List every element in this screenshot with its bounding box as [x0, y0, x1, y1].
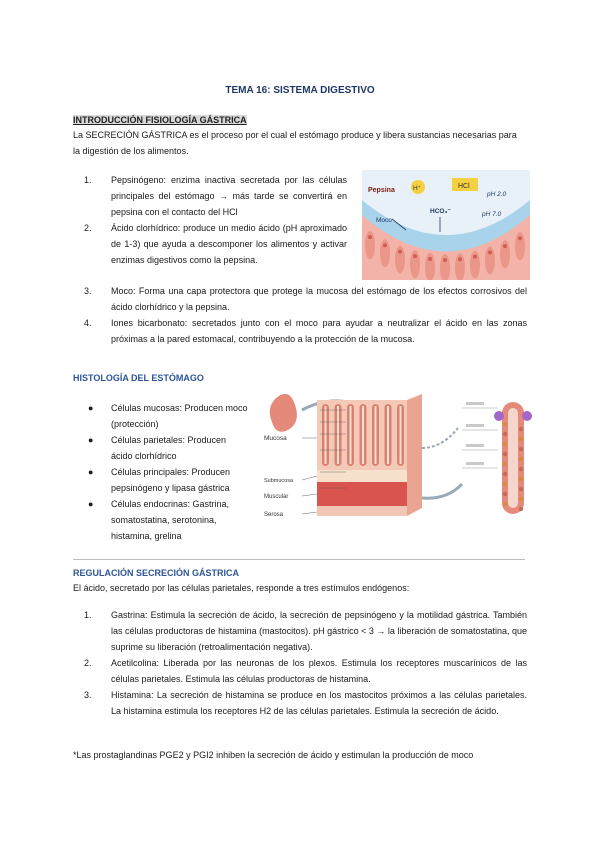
list-item: ● Células mucosas: Producen moco (protección) — [88, 403, 248, 429]
footnote: *Las prostaglandinas PGE2 y PGI2 inhiben la secreción de ácido y estimulan la producción de moco — [73, 750, 474, 760]
cell-dot — [458, 257, 462, 261]
list-item: 2. Ácido clorhídrico: produce un medio ácido (pH aproximado de 1-3) que ayuda a descomponer los alimentos y activar enzimas digestivos como la pepsina. — [84, 223, 347, 265]
annotation-placeholder — [466, 424, 484, 427]
cell-dot — [368, 235, 372, 239]
pit-cell — [519, 507, 523, 511]
list-item-text: Células mucosas: Producen moco (protección) — [111, 403, 248, 429]
list-item: ● Células principales: Producen pepsinógeno y lipasa gástrica — [88, 467, 231, 493]
pit-cell — [503, 472, 507, 476]
gland-lumen — [350, 406, 352, 464]
cell-dot — [398, 250, 402, 254]
list-item: 3. Moco: Forma una capa protectora que protege la mucosa del estómago de los efectos corrosivos del ácido clorhídrico y la pepsina. — [84, 286, 527, 312]
list-item: 1. Gastrina: Estimula la secreción de ácido, la secreción de pepsinógeno y la motilidad gástrica. También las células productoras de histamina (mastocitos). pH gástrico < 3 → la liberación de somatostatina, que suprime su liberación (retroalimentación negativa). — [84, 610, 527, 652]
list-item: ● Células endocrinas: Gastrina, somatostatina, serotonina, histamina, grelina — [88, 499, 230, 541]
regulation-list — [84, 607, 527, 719]
gland-lumen — [400, 406, 402, 464]
list-item: 4. Iones bicarbonato: secretados junto con el moco para ayudar a neutralizar el ácido en las zonas próximas a la pared estomacal, contribuyendo a la protección de la mucosa. — [84, 318, 527, 344]
annotation-placeholder — [466, 402, 484, 405]
pit-cell — [503, 452, 507, 456]
hco3-label: HCO₃⁻ — [430, 208, 451, 215]
pit-cell — [503, 502, 507, 506]
intro-list — [84, 172, 347, 268]
list-item-text: Iones bicarbonato: secretados junto con el moco para ayudar a neutralizar el ácido en las zonas próximas a la pared estomacal, contribuyendo a la protección de la mucosa. — [111, 318, 527, 344]
pit-cell — [519, 477, 523, 481]
ph2-label: pH 2.0 — [487, 191, 507, 198]
list-item-text: Células endocrinas: Gastrina, somatostatina, serotonina, histamina, grelina — [111, 499, 230, 541]
pit-cell — [519, 467, 523, 471]
cell-dot — [503, 244, 507, 248]
mucous-cell-icon — [522, 411, 532, 421]
intro-heading: INTRODUCCIÓN FISIOLOGÍA GÁSTRICA — [73, 115, 247, 125]
pit-cell — [503, 482, 507, 486]
list-item: 3. Histamina: La secreción de histamina se produce en los mastocitos próximos a las células parietales. La histamina estimula los receptores H2 de las células parietales. Estimula la secreción de ácido. — [84, 690, 527, 716]
list-item-text: Acetilcolina: Liberada por las neuronas de los plexos. Estimula los receptores muscarínicos de las células parietales. Estimula las células productoras de histamina. — [111, 658, 527, 684]
histology-heading: HISTOLOGÍA DEL ESTÓMAGO — [73, 373, 204, 383]
pit-cell — [503, 422, 507, 426]
list-item-text: Ácido clorhídrico: produce un medio ácido (pH aproximado de 1-3) que ayuda a descomponer los alimentos y activar enzimas digestivos como la pepsina. — [111, 223, 347, 265]
list-item-text: Pepsinógeno: enzima inactiva secretada por las células principales del estómago → más tarde se convertirá en pepsina con el contacto del HCl — [111, 175, 347, 217]
stomach-icon — [270, 394, 297, 432]
intro-list-continued — [84, 283, 527, 347]
gland-lumen — [387, 406, 389, 464]
cell-dot — [488, 250, 492, 254]
gastric-mucosa-figure — [362, 170, 530, 280]
layer-label-mucosa: Mucosa — [264, 435, 287, 442]
pit-cell — [503, 442, 507, 446]
list-item-text: Células parietales: Producen ácido clorhídrico — [111, 435, 227, 461]
section-divider — [73, 559, 525, 560]
list-item: 1. Pepsinógeno: enzima inactiva secretada por las células principales del estómago → más tarde se convertirá en pepsina con el contacto del HCl — [84, 175, 347, 217]
muscular-band — [317, 482, 407, 506]
gland-lumen — [362, 406, 364, 464]
pit-cell — [519, 447, 523, 451]
list-item-text: Histamina: La secreción de histamina se produce en los mastocitos próximos a las células parietales. La histamina estimula los receptores H2 de las células parietales. Estimula la secreción de ácido. — [111, 690, 527, 716]
annotation-placeholder — [466, 444, 484, 447]
gland-lumen — [337, 406, 339, 464]
ph7-label: pH 7.0 — [482, 211, 502, 218]
zoom-arrow-icon — [422, 484, 462, 498]
layer-label-muscular: Muscular — [264, 494, 289, 500]
label-leader — [302, 476, 317, 480]
gland-lumen — [325, 406, 327, 464]
wall-side — [407, 394, 422, 516]
label-leader — [302, 494, 317, 496]
cell-dot — [383, 243, 387, 247]
pit-cell — [503, 462, 507, 466]
pit-cell — [503, 432, 507, 436]
stomach-histology-figure — [262, 388, 534, 523]
pit-cell — [519, 487, 523, 491]
pit-cell — [519, 497, 523, 501]
zoom-line — [422, 428, 458, 448]
pit-cell — [519, 427, 523, 431]
list-item-text: Gastrina: Estimula la secreción de ácido, la secreción de pepsinógeno y la motilidad gástrica. También las células productoras de histamina (mastocitos). pH gástrico < 3 → la liberación de somatostatina, que suprime su liberación (retroalimentación negativa). — [111, 610, 527, 652]
submucosa-band — [317, 470, 407, 482]
list-item: 2. Acetilcolina: Liberada por las neuronas de los plexos. Estimula los receptores muscarínicos de las células parietales. Estimula las células productoras de histamina. — [84, 658, 527, 684]
pit-cell — [503, 492, 507, 496]
h-ion-label: H⁺ — [413, 185, 422, 192]
mucus-label: Moco — [376, 217, 392, 224]
list-item-text: Moco: Forma una capa protectora que protege la mucosa del estómago de los efectos corrosivos del ácido clorhídrico y la pepsina. — [111, 286, 527, 312]
serosa-band — [317, 506, 407, 516]
label-leader — [302, 512, 317, 514]
cell-dot — [428, 257, 432, 261]
hcl-label: HCl — [458, 183, 470, 190]
list-item-text: Células principales: Producen pepsinógeno y lipasa gástrica — [111, 467, 231, 493]
pepsin-label: Pepsina — [368, 187, 395, 194]
pit-lumen — [508, 408, 518, 508]
cell-dot — [518, 236, 522, 240]
page-title: TEMA 16: SISTEMA DIGESTIVO — [225, 85, 375, 96]
layer-label-submucosa: Submucosa — [264, 478, 294, 484]
cell-dot — [413, 254, 417, 258]
histology-list — [84, 400, 249, 544]
mucous-cell-icon — [494, 411, 504, 421]
intro-paragraph: La SECRECIÓN GÁSTRICA es el proceso por el cual el estómago produce y libera sustancias necesarias para la digestión de los alimentos. — [73, 130, 517, 156]
pit-cell — [519, 437, 523, 441]
list-item: ● Células parietales: Producen ácido clorhídrico — [88, 435, 227, 461]
gland-lumen — [375, 406, 377, 464]
layer-label-serosa: Serosa — [264, 512, 284, 518]
cell-dot — [443, 258, 447, 262]
regulation-heading: REGULACIÓN SECRECIÓN GÁSTRICA — [73, 568, 240, 578]
cell-dot — [473, 255, 477, 259]
regulation-paragraph: El ácido, secretado por las células parietales, responde a tres estímulos endógenos: — [73, 583, 410, 593]
annotation-placeholder — [466, 462, 484, 465]
pit-cell — [519, 457, 523, 461]
